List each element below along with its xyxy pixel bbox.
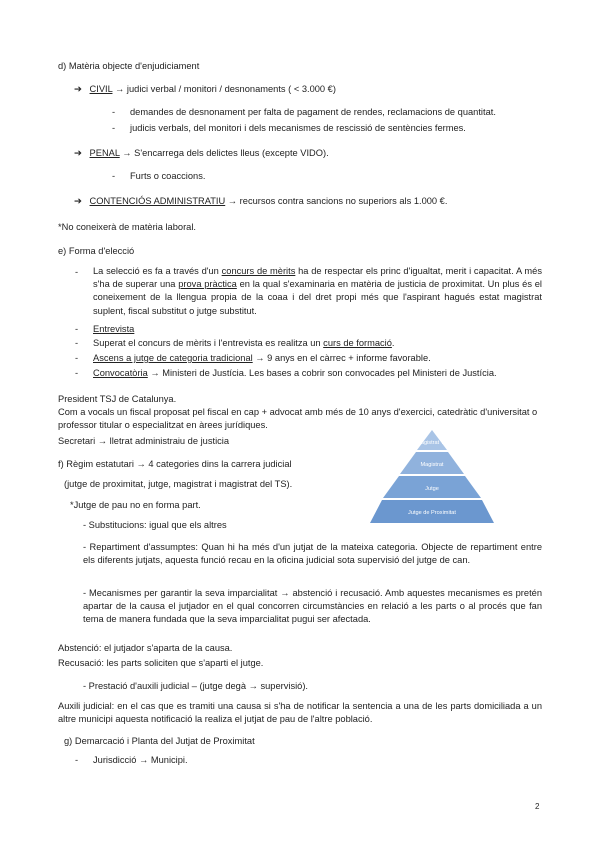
seleccio-paragraph: La selecció es fa a través d'un concurs de mèrits ha de respectar els princ d'igualtat, merit i capacitat. A més s'ha de superar una prova pràctica en la qual s'examinaria en matèria de justicia de proximitat. Un plus és el coneixement de la llengua propia de la coaa i del dret propi més que l'aspirant hagués estat magistrat suplent, fiscal substitut o jutge substitut.	[93, 266, 542, 316]
civil-text: → judici verbal / monitori / desnonaments ( < 3.000 €)	[112, 84, 336, 94]
jutge-pau-note: *Jutge de pau no en forma part.	[70, 500, 201, 510]
mecanismes-paragraph: - Mecanismes per garantir la seva imparcialitat → abstenció i recusació. Amb aquestes mecanismes es pretén apartar de la causa el jutjador en el qual concorren circumstàncies en relació a les parts o al procés que fan tema de manera fundada que la seva imparcialitat pugui ser afectada.	[83, 588, 542, 625]
penal-line	[74, 147, 329, 159]
substitucions: - Substitucions: igual que els altres	[83, 520, 227, 530]
vocals-paragraph: Com a vocals un fiscal proposat pel fiscal en cap + advocat amb més de 10 anys d'exercici, catedràtic d'universitat o professor titular o especialitzat en àrees jurídiques.	[58, 407, 538, 430]
penal-label: PENAL	[89, 148, 120, 158]
entrevista: Entrevista	[93, 324, 135, 334]
section-f-heading: f) Règim estatutari → 4 categories dins la carrera judicial	[58, 459, 292, 469]
arrow-icon: ➔	[74, 196, 82, 206]
arrow-icon: ➔	[74, 148, 82, 158]
list-item: -	[75, 368, 79, 378]
pyramid-label-3: Jutge	[425, 486, 439, 492]
repartiment-paragraph: - Repartiment d'assumptes: Quan hi ha més d'un jutjat de la mateixa categoria. Objecte de repartiment entre els diferents jutjats, aquesta funció recau en la oficina judicial sota supervisió del jutge de can.	[83, 542, 542, 566]
contencios-label: CONTENCIÓS ADMINISTRATIU	[89, 196, 226, 206]
list-item: -	[112, 123, 116, 133]
concurs-merits: concurs de mèrits	[221, 266, 296, 276]
contencios-text: → recursos contra sancions no superiors als 1.000 €.	[225, 196, 448, 206]
civil-line	[74, 83, 336, 95]
prestacio-line: - Prestació d'auxili judicial – (jutge degà → supervisió).	[83, 681, 309, 691]
list-item: -	[75, 338, 79, 348]
list-item: -	[75, 324, 79, 334]
list-item: -	[112, 171, 116, 181]
jurisdiccio-line: Jurisdicció → Municipi.	[93, 755, 188, 765]
ascens-line: Ascens a jutge de categoria tradicional → 9 anys en el càrrec + informe favorable.	[93, 353, 431, 363]
penal-item-1: Furts o coaccions.	[130, 171, 206, 181]
penal-text: → S'encarrega dels delictes lleus (excepte VIDO).	[119, 148, 329, 158]
categories-pyramid	[370, 430, 494, 523]
pyramid-label-2: Magistrat	[420, 462, 444, 468]
pyramid-label-1: Magistrat TS	[416, 440, 448, 446]
convocatoria-line: Convocatòria → Ministeri de Justícia. Les bases a cobrir son convocades pel Ministeri de Justícia.	[93, 368, 497, 378]
curs-formacio-line: Superat el concurs de mèrits i l'entrevista es realitza un curs de formació.	[93, 338, 395, 348]
secretari-line: Secretari → lletrat administraiu de justicia	[58, 436, 230, 446]
president-line: President TSJ de Catalunya.	[58, 394, 177, 404]
civil-item-2: judicis verbals, del monitori i dels mecanismes de rescissió de sentències fermes.	[130, 123, 466, 133]
auxili-paragraph: Auxili judicial: en el cas que es tramiti una causa si s'ha de notificar la sentencia a una de les parts domiciliada a un altre municipi aquesta notificació la realiza el jutjat de pau de l'altre població.	[58, 701, 542, 725]
section-d-heading: d) Matèria objecte d'enjudiciament	[58, 61, 200, 71]
list-item: -	[112, 107, 116, 117]
contencios-line	[74, 195, 447, 207]
categories-detail: (jutge de proximitat, jutge, magistrat i magistrat del TS).	[64, 479, 293, 489]
list-item: -	[75, 353, 79, 363]
page-number: 2	[535, 802, 540, 811]
abstencio-line: Abstenció: el jutjador s'aparta de la causa.	[58, 643, 233, 653]
recusacio-line: Recusació: les parts soliciten que s'aparti el jutge.	[58, 658, 264, 668]
arrow-icon: ➔	[74, 84, 82, 94]
civil-label: CIVIL	[89, 84, 113, 94]
list-item: -	[75, 755, 79, 765]
prova-practica: prova pràctica	[178, 279, 237, 290]
section-e-heading: e) Forma d'elecció	[58, 246, 135, 256]
section-g-heading: g) Demarcació i Planta del Jutjat de Proximitat	[64, 736, 255, 746]
list-item: -	[75, 267, 79, 277]
pyramid-label-4: Jutge de Proximitat	[408, 510, 456, 516]
civil-item-1: demandes de desnonament per falta de pagament de rendes, reclamacions de quantitat.	[130, 107, 496, 117]
laboral-note: *No coneixerà de matèria laboral.	[58, 222, 196, 232]
